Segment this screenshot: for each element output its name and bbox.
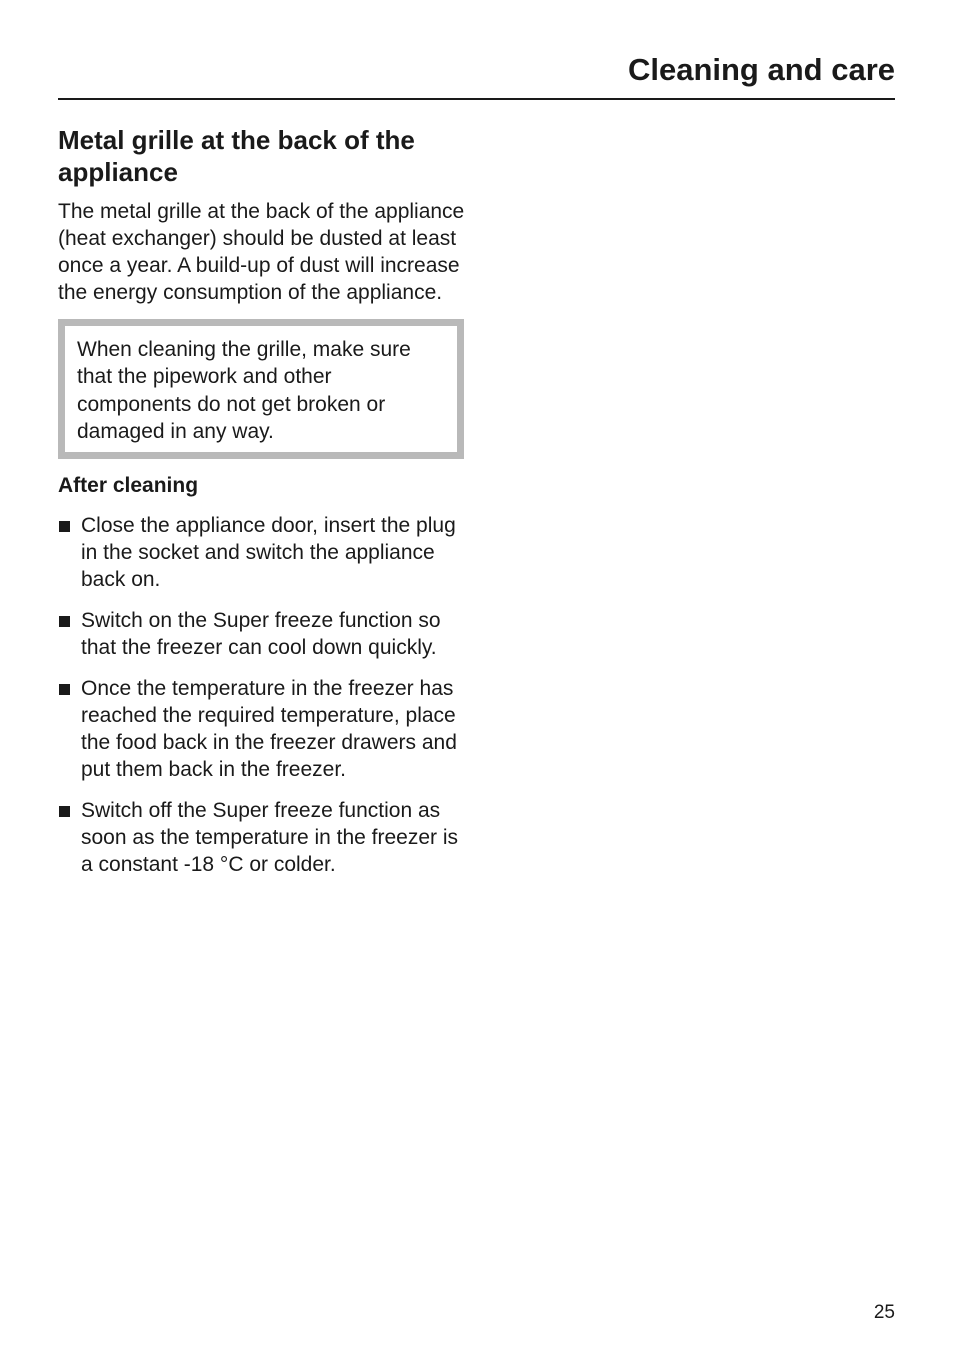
after-cleaning-steps bbox=[58, 512, 468, 878]
list-item bbox=[58, 607, 468, 661]
step-text: Switch on the Super freeze function so that the freezer can cool down quickly. bbox=[81, 609, 441, 660]
caution-note-box bbox=[58, 319, 464, 459]
square-bullet-icon bbox=[59, 684, 70, 695]
section-title: Metal grille at the back of the appliance bbox=[58, 125, 415, 187]
square-bullet-icon bbox=[59, 521, 70, 532]
list-item bbox=[58, 675, 468, 783]
step-text: Once the temperature in the freezer has reached the required temperature, place the food back in the freezer drawers and put them back in the freezer. bbox=[81, 677, 457, 782]
square-bullet-icon bbox=[59, 616, 70, 627]
list-item bbox=[58, 797, 468, 878]
list-item bbox=[58, 512, 468, 593]
page-header-title: Cleaning and care bbox=[627, 52, 895, 87]
square-bullet-icon bbox=[59, 806, 70, 817]
intro-paragraph: The metal grille at the back of the appliance (heat exchanger) should be dusted at least once a year. A build-up of dust will increase the energy consumption of the appliance. bbox=[58, 200, 465, 304]
content-column bbox=[58, 124, 468, 892]
after-cleaning-heading: After cleaning bbox=[58, 474, 199, 498]
page-number: 25 bbox=[873, 1302, 895, 1323]
caution-note-text: When cleaning the grille, make sure that the pipework and other components do not get broken or damaged in any way. bbox=[77, 338, 411, 443]
header-divider bbox=[58, 98, 895, 100]
step-text: Close the appliance door, insert the plug in the socket and switch the appliance back on. bbox=[81, 514, 456, 592]
step-text: Switch off the Super freeze function as soon as the temperature in the freezer is a constant -18 °C or colder. bbox=[81, 799, 459, 877]
